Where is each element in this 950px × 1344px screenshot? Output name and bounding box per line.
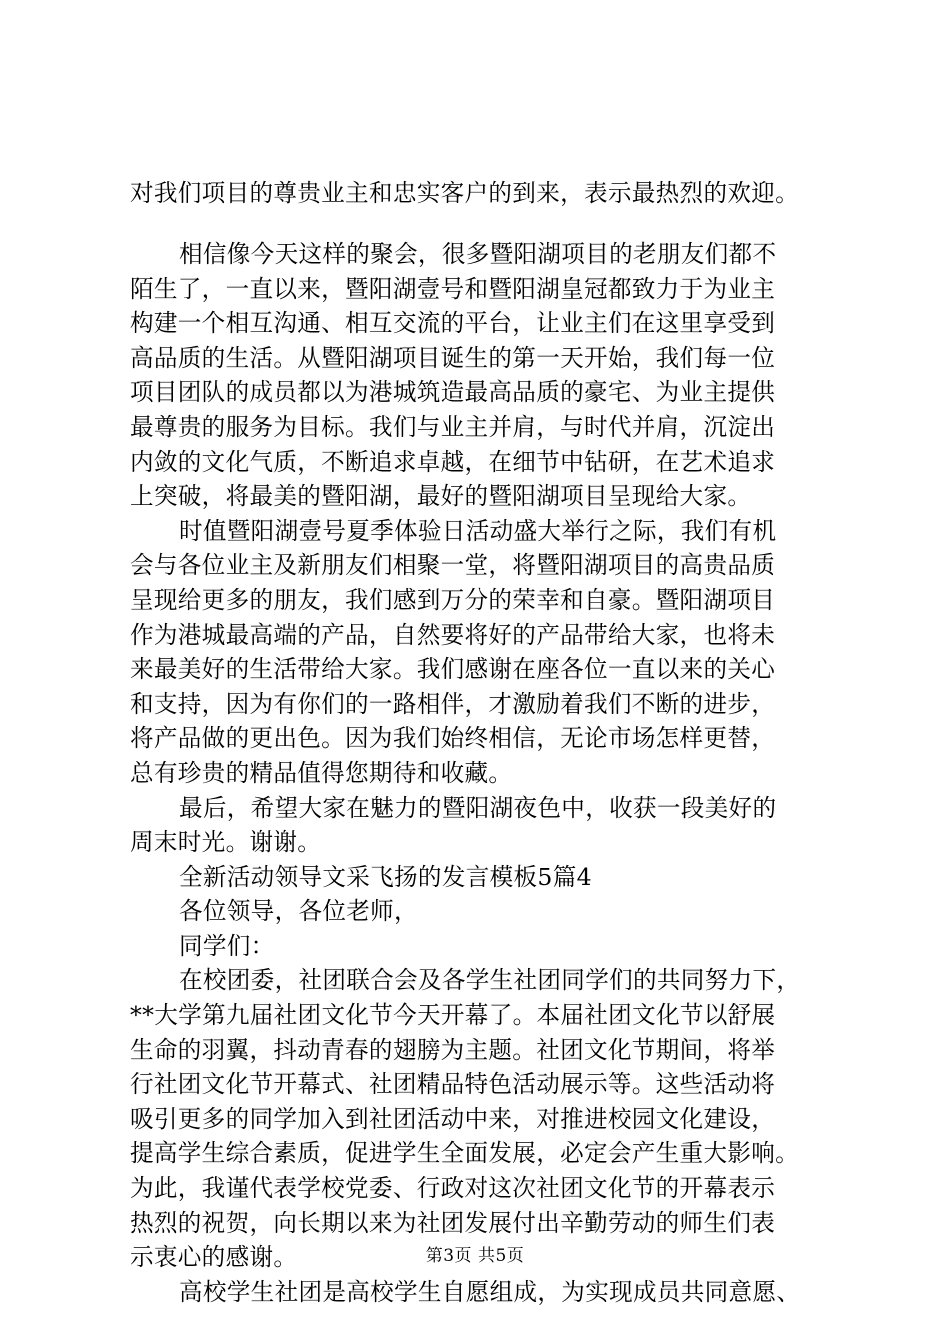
text-line: **大学第九届社团文化节今天开幕了。本届社团文化节以舒展 <box>130 1001 776 1030</box>
text-line: 和支持，因为有你们的一路相伴，才激励着我们不断的进步， <box>130 689 776 718</box>
text-line: 高品质的生活。从暨阳湖项目诞生的第一天开始，我们每一位 <box>130 343 776 372</box>
text-line: 上突破，将最美的暨阳湖，最好的暨阳湖项目呈现给大家。 <box>130 482 752 511</box>
text-line: 将产品做的更出色。因为我们始终相信，无论市场怎样更替， <box>130 724 776 753</box>
text-line: 总有珍贵的精品值得您期待和收藏。 <box>130 758 513 787</box>
text-line: 会与各位业主及新朋友们相聚一堂，将暨阳湖项目的高贵品质 <box>130 551 776 580</box>
text-line: 热烈的祝贺，向长期以来为社团发展付出辛勤劳动的师生们表 <box>130 1208 776 1237</box>
text-line: 来最美好的生活带给大家。我们感谢在座各位一直以来的关心 <box>130 655 776 684</box>
body-text-block <box>130 237 860 1309</box>
text-line: 作为港城最高端的产品，自然要将好的产品带给大家，也将未 <box>130 620 776 649</box>
text-line: 构建一个相互沟通、相互交流的平台，让业主们在这里享受到 <box>130 309 776 338</box>
text-line: 相信像今天这样的聚会，很多暨阳湖项目的老朋友们都不 <box>179 240 777 268</box>
text-line: 在校团委，社团联合会及各学生社团同学们的共同努力下， <box>179 966 801 995</box>
text-line: 项目团队的成员都以为港城筑造最高品质的豪宅、为业主提供 <box>130 378 776 407</box>
page-footer: 第3页 共5页 <box>425 1246 525 1266</box>
text-line: 同学们： <box>179 931 275 960</box>
text-line: 吸引更多的同学加入到社团活动中来，对推进校园文化建设， <box>130 1104 776 1133</box>
text-line: 陌生了，一直以来，暨阳湖壹号和暨阳湖皇冠都致力于为业主 <box>130 274 776 303</box>
text-line: 周末时光。谢谢。 <box>130 828 322 857</box>
text-line: 示衷心的感谢。 <box>130 1243 298 1272</box>
text-line: 为此，我谨代表学校党委、行政对这次社团文化节的开幕表示 <box>130 1174 776 1203</box>
text-line: 各位领导，各位老师， <box>179 897 418 926</box>
text-line: 内敛的文化气质，不断追求卓越，在细节中钻研，在艺术追求 <box>130 447 776 476</box>
text-line: 全新活动领导文采飞扬的发言模板5篇4 <box>179 862 592 891</box>
opening-line-block <box>130 176 860 211</box>
text-line: 最后，希望大家在魅力的暨阳湖夜色中，收获一段美好的 <box>179 793 777 822</box>
text-line: 对我们项目的尊贵业主和忠实客户的到来，表示最热烈的欢迎。 <box>130 179 800 207</box>
text-line: 提高学生综合素质，促进学生全面发展，必定会产生重大影响。 <box>130 1139 800 1168</box>
text-line: 呈现给更多的朋友，我们感到万分的荣幸和自豪。暨阳湖项目 <box>130 585 776 614</box>
text-line: 行社团文化节开幕式、社团精品特色活动展示等。这些活动将 <box>130 1070 776 1099</box>
text-line: 生命的羽翼，抖动青春的翅膀为主题。社团文化节期间，将举 <box>130 1035 776 1064</box>
text-line: 最尊贵的服务为目标。我们与业主并肩，与时代并肩，沉淀出 <box>130 412 776 441</box>
text-line: 时值暨阳湖壹号夏季体验日活动盛大举行之际，我们有机 <box>179 516 777 545</box>
text-line: 高校学生社团是高校学生自愿组成，为实现成员共同意愿、 <box>179 1277 801 1306</box>
